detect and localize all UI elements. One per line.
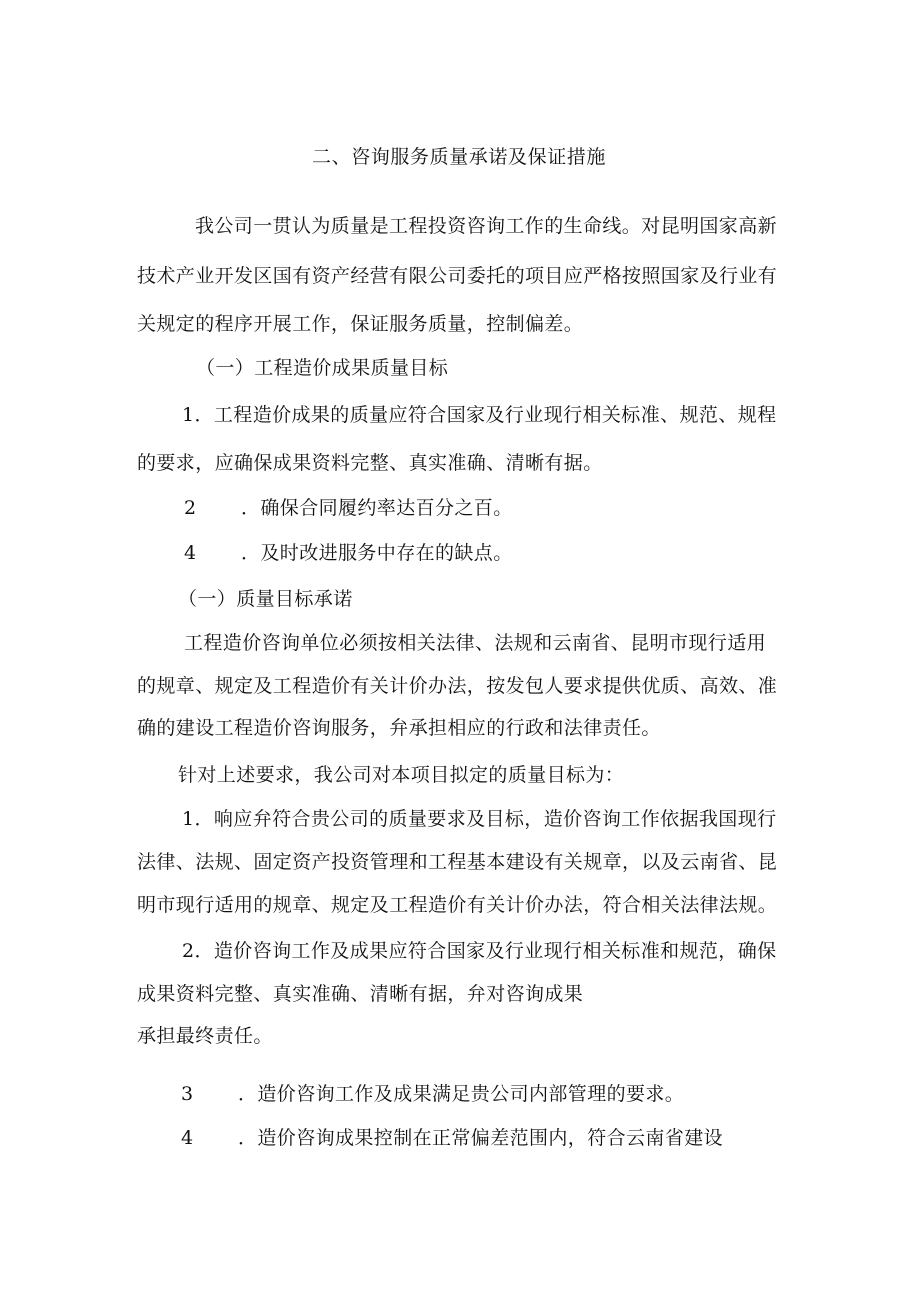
section2-heading: （一）质量目标承诺 [178,588,353,610]
s1-item4-number: 4 [184,542,197,564]
s2-item1-line-1: 1．响应弁符合贵公司的质量要求及目标，造价咨询工作依据我国现行 [182,808,777,830]
intro-line-3: 关规定的程序开展工作，保证服务质量，控制偏差。 [137,313,584,335]
s1-item1-line-2: 的要求，应确保成果资料完整、真实准确、清晰有据。 [137,452,603,474]
s2-item2-line-3: 承担最终责任。 [137,1025,273,1047]
s1-item2-number: 2 [184,497,197,519]
s1-item1-line-1: 1．工程造价成果的质量应符合国家及行业现行相关标准、规范、规程 [182,404,777,426]
s1-item2-text: ．确保合同履约率达百分之百。 [241,497,513,519]
s2-item1-line-2: 法律、法规、固定资产投资管理和工程基本建设有关规章，以及云南省、昆 [137,851,778,873]
s2-para-line-3: 确的建设工程造价咨询服务，弁承担相应的行政和法律责任。 [137,717,661,739]
s2-para-line-2: 的规章、规定及工程造价有关计价办法，按发包人要求提供优质、高效、准 [137,675,778,697]
section1-heading: （一）工程造价成果质量目标 [196,357,449,379]
s2-lead-line: 针对上述要求，我公司对本项目拟定的质量目标为： [178,764,625,786]
s2-para-line-1: 工程造价咨询单位必须按相关法律、法规和云南省、昆明市现行适用 [184,632,767,654]
s2-item3-number: 3 [181,1083,194,1105]
s2-item4-number: 4 [181,1127,194,1149]
document-title: 二、咨询服务质量承诺及保证措施 [312,146,607,168]
s2-item2-line-2: 成果资料完整、真实准确、清晰有据，弁对咨询成果 [137,983,584,1005]
intro-line-1: 我公司一贯认为质量是工程投资咨询工作的生命线。对昆明国家高新 [195,215,778,237]
s2-item3-text: ．造价咨询工作及成果满足贵公司内部管理的要求。 [238,1083,685,1105]
s1-item4-text: ．及时改进服务中存在的缺点。 [241,542,513,564]
intro-line-2: 技术产业开发区国有资产经营有限公司委托的项目应严格按照国家及行业有 [137,265,778,287]
s2-item1-line-3: 明市现行适用的规章、规定及工程造价有关计价办法，符合相关法律法规。 [137,894,778,916]
s2-item2-line-1: 2．造价咨询工作及成果应符合国家及行业现行相关标准和规范，确保 [182,940,777,962]
s2-item4-text: ．造价咨询成果控制在正常偏差范围内，符合云南省建设 [238,1127,724,1149]
